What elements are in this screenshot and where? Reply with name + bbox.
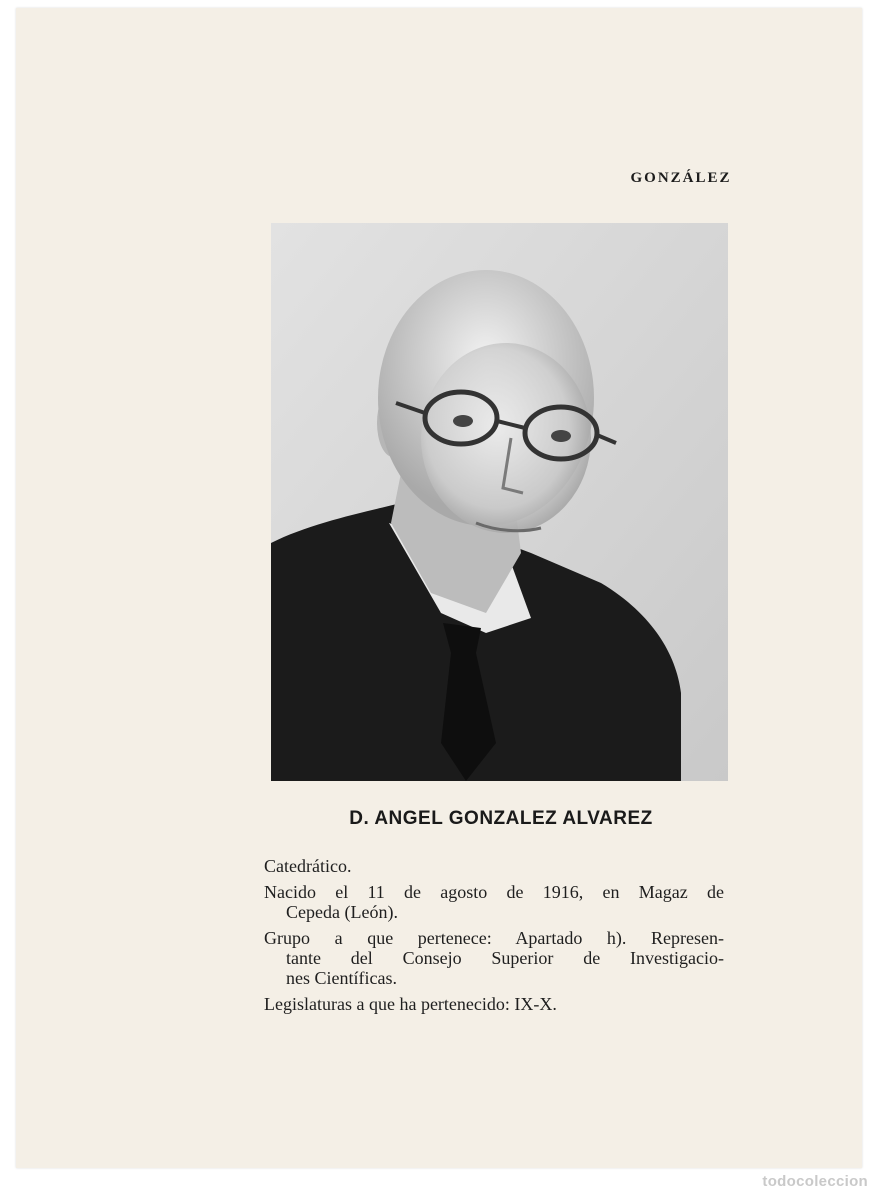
header-surname: GONZÁLEZ <box>630 170 732 186</box>
bio-legislatures <box>264 994 724 1014</box>
watermark: todocoleccion <box>762 1173 868 1190</box>
bio-profession <box>264 856 724 876</box>
portrait-illustration <box>271 223 728 781</box>
bio-group-line-1: Grupo a que pertenece: Apartado h). Represen- <box>264 928 724 948</box>
person-name: D. ANGEL GONZALEZ ALVAREZ <box>349 808 653 829</box>
bio-legislatures-text: Legislaturas a que ha pertenecido: IX-X. <box>264 994 557 1014</box>
biography <box>264 856 724 1020</box>
bio-birth <box>264 882 724 922</box>
bio-group-line-3: nes Científicas. <box>286 968 397 988</box>
bio-group <box>264 928 724 988</box>
portrait-photo <box>271 223 728 781</box>
bio-birth-line-2: Cepeda (León). <box>286 902 398 922</box>
bio-group-line-2: tante del Consejo Superior de Investigacio- <box>286 948 724 968</box>
bio-birth-line-1: Nacido el 11 de agosto de 1916, en Magaz de <box>264 882 724 902</box>
bio-profession-text: Catedrático. <box>264 856 352 876</box>
document-page <box>16 8 862 1168</box>
